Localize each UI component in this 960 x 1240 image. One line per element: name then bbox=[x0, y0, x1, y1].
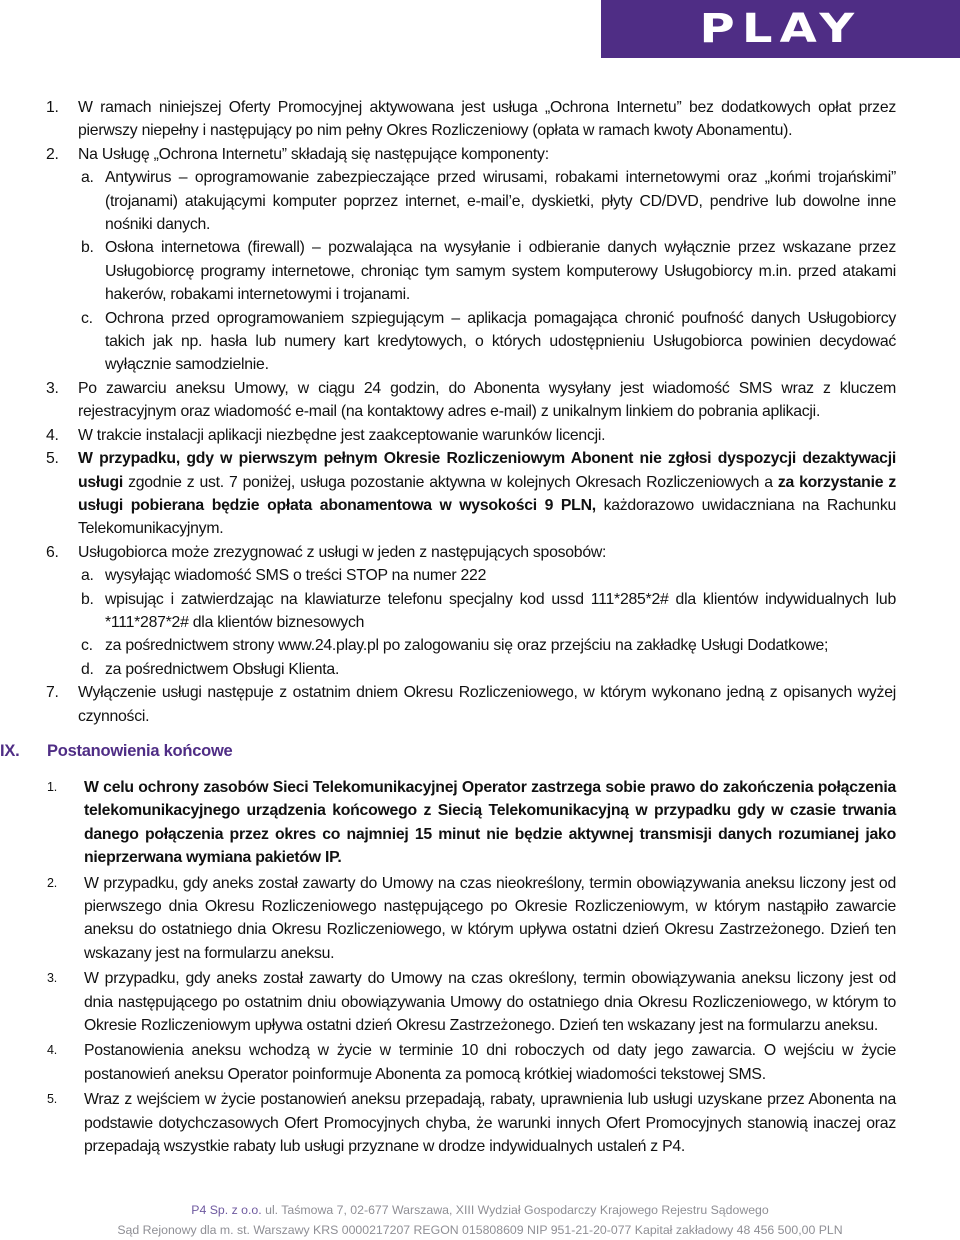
item-text: wpisując i zatwierdzając na klawiaturze telefonu specjalny kod ussd 111*285*2# dla klientów indywidualnych lub *111*287*2# dla klientów biznesowych bbox=[105, 590, 896, 631]
item-number: 7. bbox=[46, 684, 59, 702]
footer-registry bbox=[0, 1222, 960, 1238]
component-a bbox=[0, 166, 960, 236]
intro-item-2 bbox=[0, 143, 960, 166]
section-title: Postanowienia końcowe bbox=[47, 741, 233, 760]
item-text: Po zawarciu aneksu Umowy, w ciągu 24 godzin, do Abonenta wysyłany jest wiadomość SMS wraz z kluczem rejestracyjnym oraz wiadomość e-mail (na kontaktowy adres e-mail) z unikalnym linkiem do pobrania aplikacji. bbox=[78, 379, 896, 421]
item-text: W ramach niniejszej Oferty Promocyjnej aktywowana jest usługa „Ochrona Internetu” bez dodatkowych opłat przez pierwszy niepełny i następujący po nim pełny Okres Rozliczeniowy (opłata w ramach kwoty Abonamentu). bbox=[78, 99, 896, 140]
item-text: Wyłączenie usługi następuje z ostatnim dniem Okresu Rozliczeniowego, w którym wykonano jedną z opisanych wyżej czynności. bbox=[78, 684, 896, 725]
item-text: wysyłając wiadomość SMS o treści STOP na numer 222 bbox=[105, 567, 487, 585]
item-text: Osłona internetowa (firewall) – pozwalająca na wysyłanie i odbieranie danych wyłącznie przez wskazane przez Usługobiorcę programy internetowe, chroniąc tym samym system komputerowy Usługobiorcy m.in. przed atakami hakerów, robakami internetowymi i trojanami. bbox=[105, 239, 896, 304]
item-text: Na Usługę „Ochrona Internetu” składają się następujące komponenty: bbox=[78, 145, 549, 163]
item-letter: b. bbox=[81, 239, 94, 257]
item-text: W celu ochrony zasobów Sieci Telekomunikacyjnej Operator zastrzega sobie prawo do zakończenia połączenia telekomunikacyjnego urządzenia końcowego z Siecią Telekomunikacyjną w przypadku gdy w czasie trwania danego połączenia przez okres co najmniej 15 minut nie będzie aktywnej transmisji danych rozumianej jako nieprzerwana wymiana pakietów IP. bbox=[84, 778, 896, 867]
item-5 bbox=[0, 447, 960, 541]
item-number: 4. bbox=[46, 426, 59, 444]
item-3 bbox=[0, 377, 960, 424]
logo-text: PLAY bbox=[699, 6, 862, 52]
item-letter: d. bbox=[81, 660, 94, 678]
section-number: IX. bbox=[0, 741, 20, 760]
item-number: 1. bbox=[46, 99, 59, 116]
item-7 bbox=[0, 681, 960, 728]
final-item-3 bbox=[0, 967, 960, 1037]
item-4 bbox=[0, 424, 960, 447]
item-text: Ochrona przed oprogramowaniem szpiegującym – aplikacja pomagająca chronić poufność danych Usługobiorcy takich jak np. hasła lub numery kart kredytowych, o których udostępnieniu Usługobiorca powinien decydować wyłącznie samodzielnie. bbox=[105, 309, 896, 374]
item-number: 3. bbox=[46, 379, 59, 397]
play-logo bbox=[601, 0, 960, 58]
item-number: 3. bbox=[47, 971, 57, 986]
method-d bbox=[0, 658, 960, 681]
item-number: 6. bbox=[46, 543, 59, 561]
component-c bbox=[0, 307, 960, 377]
method-a bbox=[0, 564, 960, 587]
section-heading bbox=[0, 740, 960, 766]
item-text: Wraz z wejściem w życie postanowień aneksu przepadają, rabaty, uprawnienia lub usługi uzyskane przez Abonenta na podstawie dotychczasowych Ofert Promocyjnych chyba, że warunki innych Ofert Promocyjnych stanowią inaczej oraz przepadają wszystkie rabaty lub usługi przyznane w drodze indywidualnych ustaleń z P4. bbox=[84, 1091, 896, 1156]
item-letter: c. bbox=[81, 637, 93, 655]
final-item-4 bbox=[0, 1039, 960, 1086]
final-item-1 bbox=[0, 776, 960, 870]
item-text: Antywirus – oprogramowanie zabezpieczające przed wirusami, robakami internetowymi oraz „końmi trojańskimi” (trojanami) atakującymi komputer poprzez internet, e-mail’e, dyskietki, płyty CD/DVD, pendrive lub dowolne inne nośniki danych. bbox=[105, 169, 896, 234]
item-number: 4. bbox=[47, 1043, 57, 1058]
item-text: za pośrednictwem strony www.24.play.pl po zalogowaniu się oraz przejściu na zakładkę Usługi Dodatkowe; bbox=[105, 637, 829, 655]
document-body bbox=[0, 96, 960, 1158]
item-text: zgodnie z ust. 7 poniżej, usługa pozostanie aktywna w kolejnych Okresach Rozliczeniowych a bbox=[123, 473, 778, 491]
item-number: 5. bbox=[47, 1092, 57, 1107]
final-item-2 bbox=[0, 872, 960, 966]
item-text: W przypadku, gdy aneks został zawarty do Umowy na czas nieokreślony, termin obowiązywania aneksu liczony jest od pierwszego dnia Okresu Rozliczeniowego następującego po Okresie Rozliczeniowym, w którym nastąpiło zawarcie aneksu do ostatniego dnia Okresu Rozliczeniowego, w którym upływa ostatni dzień Okresu Zastrzeżonego. Dzień ten wskazany jest na formularzu aneksu. bbox=[84, 874, 896, 962]
footer-line-1: ul. Taśmowa 7, 02-677 Warszawa, XIII Wydział Gospodarczy Krajowego Rejestru Sądowego bbox=[261, 1203, 769, 1217]
method-c bbox=[0, 634, 960, 657]
footer-address bbox=[0, 1202, 960, 1218]
item-6 bbox=[0, 541, 960, 564]
component-b bbox=[0, 236, 960, 306]
footer-line-2: Sąd Rejonowy dla m. st. Warszawy KRS 0000217207 REGON 015808609 NIP 951-21-20-077 Kapitał zakładowy 48 456 500,00 PLN bbox=[117, 1223, 843, 1237]
item-letter: a. bbox=[81, 567, 94, 585]
item-text: W przypadku, gdy aneks został zawarty do Umowy na czas określony, termin obowiązywania aneksu liczony jest od dnia następującego po ostatnim dniu obowiązywania Umowy do ostatniego dnia Okresu Rozliczeniowego, w którym to Okresie Rozliczeniowym upływa ostatni dzień Okresu Zastrzeżonego. Dzień ten wskazany jest na formularzu aneksu. bbox=[84, 970, 896, 1035]
method-b bbox=[0, 588, 960, 635]
item-text: W trakcie instalacji aplikacji niezbędne jest zaakceptowanie warunków licencji. bbox=[78, 426, 606, 444]
item-number: 5. bbox=[46, 450, 59, 468]
intro-item-1 bbox=[0, 96, 960, 143]
item-bold-text: za korzystanie z usługi pobierana będzie opłata abonamentowa w wysokości 9 PLN, bbox=[78, 473, 896, 514]
item-text: za pośrednictwem Obsługi Klienta. bbox=[105, 660, 340, 678]
item-text: Usługobiorca może zrezygnować z usługi w jeden z następujących sposobów: bbox=[78, 543, 607, 561]
item-text: Postanowienia aneksu wchodzą w życie w terminie 10 dni roboczych od daty jego zawarcia. O wejściu w życie postanowień aneksu Operator poinformuje Abonenta za pomocą krótkiej wiadomości tekstowej SMS. bbox=[84, 1042, 896, 1083]
item-number: 1. bbox=[47, 779, 57, 794]
item-letter: b. bbox=[81, 590, 94, 608]
footer-company: P4 Sp. z o.o. bbox=[191, 1203, 262, 1217]
final-item-5 bbox=[0, 1088, 960, 1158]
item-letter: c. bbox=[81, 309, 93, 327]
item-text: każdorazowo uwidaczniana na Rachunku Telekomunikacyjnym. bbox=[78, 496, 897, 538]
item-number: 2. bbox=[46, 145, 59, 163]
item-bold-text: W przypadku, gdy w pierwszym pełnym Okresie Rozliczeniowym Abonent nie zgłosi dyspozycji dezaktywacji usługi bbox=[78, 450, 896, 491]
item-letter: a. bbox=[81, 169, 94, 187]
item-number: 2. bbox=[47, 875, 57, 890]
